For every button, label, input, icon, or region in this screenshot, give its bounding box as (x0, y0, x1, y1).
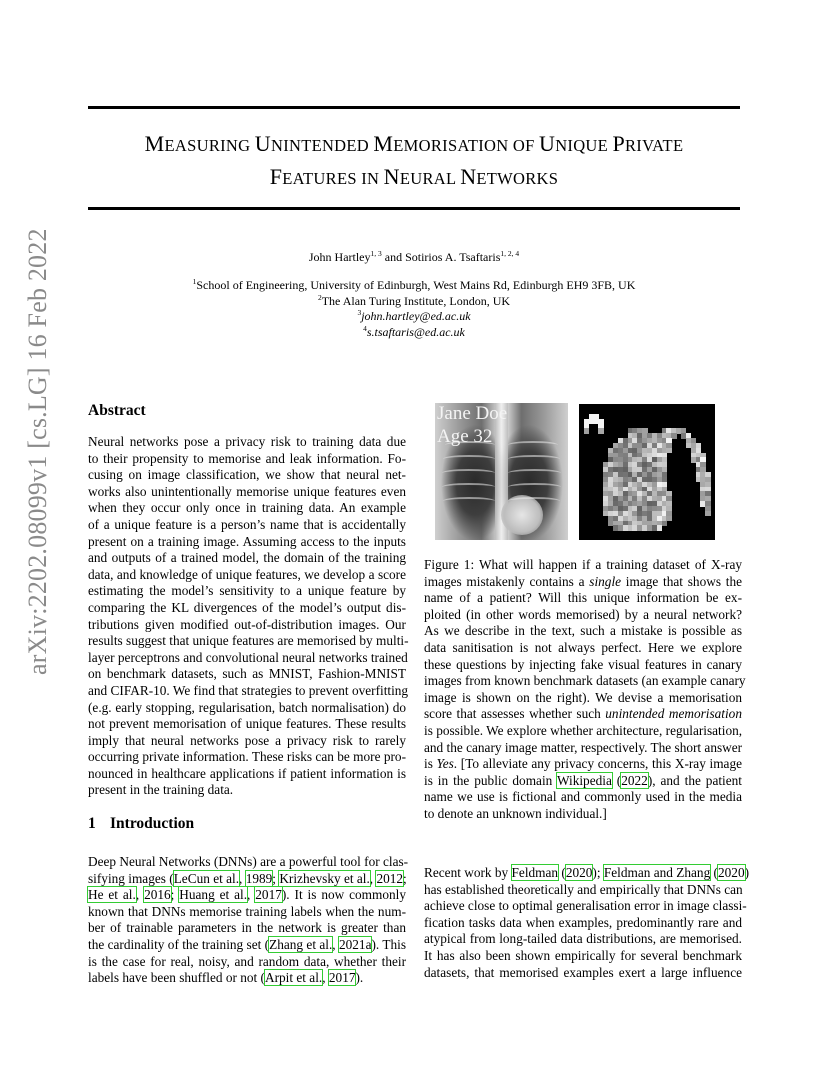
body-text: ( (558, 865, 566, 880)
abstract-line: and outputs of a trained model, the domain of the training (88, 550, 406, 566)
canary-pixel (657, 525, 662, 530)
title-capital: N (460, 164, 477, 189)
caption-text: name we use is fictional and commonly used in the media (424, 789, 742, 805)
caption-text: ( (611, 772, 622, 788)
abstract-line: cusing on image classification, we show that neural net- (88, 467, 406, 483)
abstract-line: present on a training image. Assuming access to the inputs (88, 533, 406, 549)
xray-rib (508, 483, 561, 491)
body-text: ber of trainable parameters in the network is greater than (88, 920, 406, 936)
title-top-rule (88, 106, 740, 109)
title-capital: U (538, 131, 556, 156)
title-capital: U (254, 131, 271, 156)
caption-text: name of a patient? Will this unique information be ex- (424, 590, 742, 606)
introduction-body (88, 854, 409, 987)
caption-line (424, 789, 742, 806)
citation-link[interactable]: 2017 (328, 970, 356, 986)
citation-link[interactable]: Huang et al. (179, 887, 248, 903)
body-text: achieve close to optimal generalisation error in image classi- (424, 898, 747, 914)
caption-text: image is shown on the right). We devise a memorisation (424, 689, 742, 705)
affiliation-line (88, 294, 740, 310)
xray-rib (508, 497, 560, 505)
caption-text: these questions by injecting fake visual features in canary (424, 656, 742, 672)
citation-link[interactable]: 2020 (718, 865, 745, 880)
citation-link[interactable]: 2016 (144, 887, 171, 903)
body-text: ). It is now commonly (281, 887, 406, 903)
body-text: , (247, 887, 256, 903)
caption-line (424, 740, 742, 757)
body-line (88, 937, 406, 954)
canary-pixel (671, 433, 676, 438)
body-text: ); (592, 865, 604, 880)
caption-emphasis: Yes (436, 756, 454, 772)
body-text: has established theoretically and empirically that DNNs can (424, 881, 743, 897)
abstract-line: estimating the model’s sensitivity to a unique feature by (88, 583, 406, 599)
title-smallcaps: EURAL (399, 169, 461, 188)
body-line (424, 965, 742, 982)
abstract-heading: Abstract (88, 402, 146, 419)
caption-line (424, 607, 742, 624)
title-capital: P (612, 131, 625, 156)
abstract-line: on benchmark datasets, such as MNIST, Fashion-MNIST (88, 666, 406, 682)
citation-link[interactable]: Feldman and Zhang (603, 865, 711, 880)
body-line (88, 854, 409, 871)
section-number: 1 (88, 815, 96, 832)
caption-line (424, 590, 742, 607)
citation-link[interactable]: Zhang et al. (269, 936, 333, 952)
affiliation-marker: 3 (357, 308, 362, 317)
body-text: , (135, 887, 145, 903)
body-line (88, 920, 406, 937)
title-line-2 (88, 161, 740, 194)
body-line (424, 915, 742, 932)
canary-pixel (662, 521, 667, 526)
caption-line (424, 557, 742, 574)
title-bottom-rule (88, 207, 740, 210)
caption-text: . [To alleviate any privacy concerns, this X-ray image (453, 756, 742, 772)
caption-text: images mistakenly contains a (424, 573, 590, 589)
canary-pixel (598, 428, 603, 433)
affiliation-line (88, 325, 740, 341)
body-text: ) (744, 865, 750, 880)
title-capital: M (373, 131, 394, 156)
caption-line (424, 640, 742, 657)
caption-emphasis: single (589, 573, 622, 589)
title-capital: N (383, 164, 400, 189)
abstract-line: nounced in healthcare applications if patient information is (88, 765, 406, 781)
xray-age-overlay: Age 32 (437, 426, 493, 447)
body-text: ; (403, 870, 407, 886)
affiliation-text: School of Engineering, University of Edinburgh, West Mains Rd, Edinburgh EH9 3FB, UK (196, 278, 636, 292)
section-title: Introduction (110, 815, 195, 832)
affiliation-marker: 4 (363, 323, 367, 333)
citation-link[interactable]: 2017 (255, 887, 282, 903)
abstract-line: present in the training data. (88, 782, 234, 798)
body-text: labels have been shuffled or not ( (88, 970, 265, 986)
caption-line (424, 623, 742, 640)
body-line (424, 931, 742, 948)
body-line (88, 970, 406, 987)
chest-xray-image (435, 403, 568, 540)
xray-rib (508, 455, 560, 463)
author-name: Sotirios A. Tsaftaris (405, 250, 501, 264)
abstract-line: occurring private information. These risks can be more pro- (88, 749, 406, 765)
citation-link[interactable]: Arpit et al. (265, 970, 323, 986)
caption-line (424, 657, 742, 674)
author-affil-marker: 1, 3 (370, 249, 382, 258)
body-line (424, 882, 742, 899)
abstract-line: of a unique feature is a person’s name that is accidentally (88, 516, 406, 532)
citation-link[interactable]: 2012 (376, 870, 404, 886)
body-text: datasets, that memorised examples exert a large influence (424, 964, 742, 980)
caption-emphasis: unintended memorisation (605, 706, 742, 722)
title-smallcaps: ETWORKS (476, 169, 559, 188)
abstract-line: tributions given modified out-of-distribution images. Our (88, 616, 406, 632)
affiliation-line (88, 278, 740, 294)
canary-pixel (666, 448, 671, 453)
caption-text: ), and the patient (647, 772, 742, 788)
paper-title (88, 128, 740, 194)
citation-link[interactable]: Wikipedia (557, 772, 612, 788)
citation-link[interactable]: Feldman (511, 865, 559, 880)
citation-link[interactable]: He et al. (88, 887, 136, 903)
caption-text: image that shows the (621, 573, 743, 589)
title-smallcaps: EATURES IN (282, 169, 384, 188)
abstract-line: imply that neural networks pose a privacy risk to rarely (88, 732, 406, 748)
abstract-line: to their propensity to memorise and leak information. Fo- (88, 450, 406, 466)
caption-text: to denote an unknown individual.] (424, 805, 607, 821)
body-line (88, 954, 406, 971)
body-text: ). This (371, 936, 406, 952)
author-affil-marker: 1, 2, 4 (500, 249, 520, 258)
caption-line (424, 706, 742, 723)
citation-link[interactable]: LeCun et al. (173, 870, 240, 886)
title-capital: F (269, 164, 283, 189)
caption-line (424, 756, 742, 773)
caption-text: is in the public domain (424, 772, 557, 788)
abstract-line: data, and knowledge of unique features, we develop a score (88, 566, 406, 582)
body-text: , (322, 970, 329, 986)
xray-rib (443, 455, 495, 463)
body-line (424, 898, 747, 915)
citation-link[interactable]: 2021a (338, 936, 372, 952)
body-text: , (369, 870, 377, 886)
affiliation-email[interactable]: s.tsaftaris@ed.ac.uk (366, 324, 465, 339)
canary-pixel (666, 516, 671, 521)
caption-line (424, 673, 746, 690)
body-text: ; (170, 887, 180, 903)
caption-line (424, 723, 742, 740)
title-smallcaps: NINTENDED (270, 136, 374, 155)
author-line (88, 250, 740, 265)
caption-text: and the canary image matter, respectively. The short answer (424, 739, 743, 755)
title-capital: M (144, 131, 165, 156)
xray-name-overlay: Jane Doe (437, 403, 508, 424)
affiliation-marker: 2 (317, 292, 322, 302)
affiliation-email[interactable]: john.hartley@ed.ac.uk (361, 309, 471, 323)
body-line (88, 904, 406, 921)
abstract-line: when they occur only once in training data. An example (88, 500, 406, 516)
canary-image (579, 404, 715, 540)
body-line (88, 871, 406, 888)
figure-caption (424, 557, 746, 823)
body-text: , (332, 936, 339, 952)
body-text: It has also been shown empirically for several benchmark (424, 947, 742, 963)
body-text: the cardinality of the training set ( (88, 936, 270, 952)
caption-text: score that assesses whether such (424, 706, 606, 722)
citation-link[interactable]: 1989 (245, 870, 273, 886)
caption-line (424, 690, 742, 707)
canary-pixel (705, 511, 710, 516)
title-smallcaps: EMORISATION OF (393, 136, 539, 155)
body-line (424, 865, 750, 882)
body-text: atypical from long-tailed data distributions, are memorised. (424, 931, 742, 947)
abstract-body (88, 434, 409, 799)
affiliation-line (88, 309, 740, 325)
xray-rib (442, 469, 495, 477)
body-text: ). (355, 970, 364, 986)
xray-rib (442, 483, 495, 491)
body-text: Recent work by (424, 865, 512, 880)
abstract-line: layer perceptrons and convolutional neural networks trained (88, 649, 408, 665)
xray-rib (508, 441, 558, 449)
citation-link[interactable]: 2022 (621, 772, 648, 788)
abstract-line: comparing the KL divergences of the model’s output dis- (88, 599, 406, 615)
caption-line (424, 773, 742, 790)
caption-line (424, 806, 742, 823)
caption-text: is possible. We explore whether architecture, regularisation, (424, 722, 743, 738)
xray-rib (443, 497, 495, 505)
body-text: fication tasks data when examples, predominantly rare and (424, 914, 742, 930)
author-name: John Hartley (308, 250, 371, 264)
body-text: Deep Neural Networks (DNNs) are a powerful tool for clas- (88, 854, 409, 869)
caption-line (424, 574, 742, 591)
abstract-line: Neural networks pose a privacy risk to training data due (88, 434, 406, 449)
canary-pixel (584, 428, 589, 433)
body-line (424, 948, 742, 965)
abstract-line: results suggest that unique features are memorised by multi- (88, 633, 409, 649)
body-text: is the case for real, noisy, and random data, whether their (88, 953, 406, 969)
affiliation-text: The Alan Turing Institute, London, UK (321, 293, 511, 308)
caption-text: images from known benchmark datasets (an example canary (424, 673, 746, 689)
abstract-line: (e.g. early stopping, regularisation, batch normalisation) do (88, 699, 406, 715)
caption-text: is (424, 756, 437, 772)
caption-text: data sanitisation is not always perfect. Here we explore (424, 639, 742, 655)
affiliation-marker: 1 (192, 277, 197, 286)
title-smallcaps: NIQUE (555, 136, 613, 155)
xray-rib (508, 469, 561, 477)
citation-link[interactable]: Krizhevsky et al. (279, 870, 370, 886)
caption-text: ploited (in other words memorised) by a neural network? (424, 606, 742, 622)
title-smallcaps: EASURING (164, 136, 255, 155)
body-line (88, 887, 406, 904)
body-text: sifying images ( (88, 870, 174, 886)
affiliations (88, 278, 740, 340)
body-text: ( (710, 865, 718, 880)
caption-text: Figure 1: What will happen if a training dataset of X-ray (424, 557, 742, 572)
title-line-1 (88, 128, 740, 161)
abstract-line: and CIFAR-10. We find that strategies to prevent overfitting (88, 682, 409, 698)
body-text: , (239, 870, 246, 886)
title-smallcaps: RIVATE (624, 136, 684, 155)
abstract-line: not prevent memorisation of unique features. These results (88, 716, 406, 732)
body-text: known that DNNs memorise training labels when the num- (88, 903, 406, 919)
citation-link[interactable]: 2020 (565, 865, 593, 880)
body-text: ; (272, 870, 280, 886)
author-conjunction: and (381, 250, 406, 264)
abstract-line: works also unintentionally memorise unique features even (88, 483, 406, 499)
right-column-body (424, 865, 750, 981)
caption-text: As we describe in the text, such a mistake is possible as (424, 623, 742, 639)
section-heading-introduction (88, 815, 194, 833)
arxiv-stamp[interactable]: arXiv:2202.08099v1 [cs.LG] 16 Feb 2022 (23, 228, 52, 675)
